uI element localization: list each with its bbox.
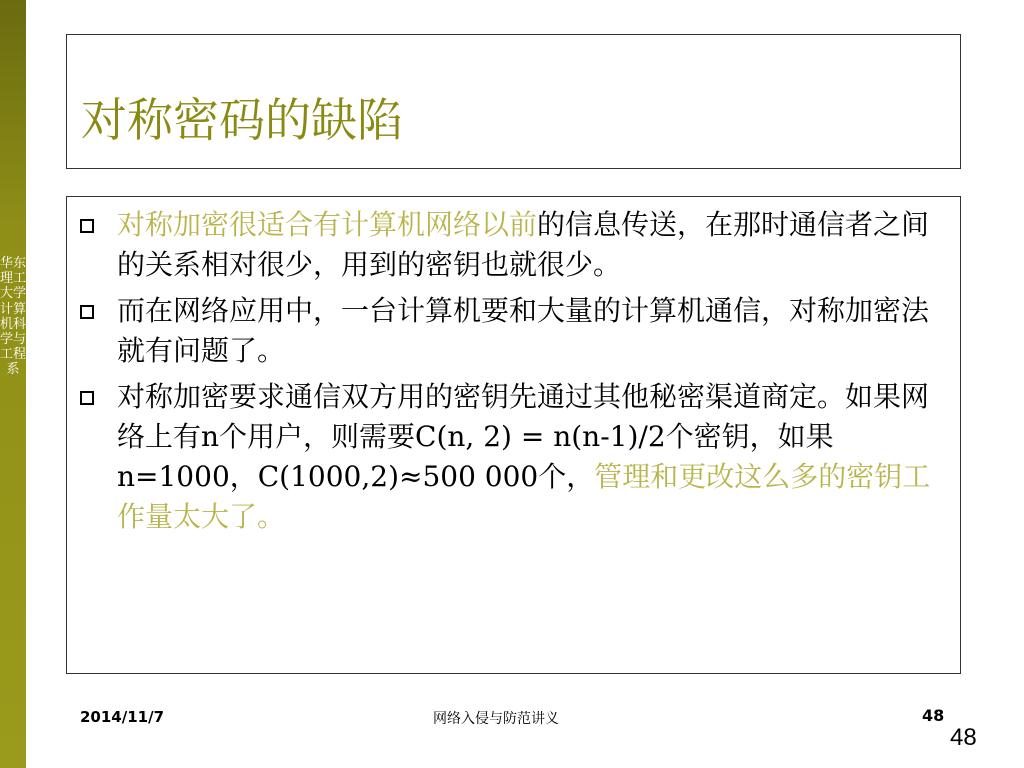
bullet-text: 的信息传送，在那时通信者之间的关系相对很少，用到的密钥也就很少。 [117,208,930,281]
sidebar-department-text: 华东理工大学计算机科学与工程系 [0,256,27,378]
bullet-highlight-text: 管理和更改这么多的密钥工作量太大了。 [117,460,931,533]
square-bullet-icon [80,391,94,405]
content-box [66,196,961,674]
sidebar-band [0,0,26,768]
footer-slide-number: 48 [922,706,945,725]
bullet-item [77,291,937,371]
bullet-list [77,205,937,543]
page-number: 48 [950,724,977,751]
bullet-item [77,377,937,537]
square-bullet-icon [80,305,94,319]
bullet-text: 而在网络应用中，一台计算机要和大量的计算机通信，对称加密法就有问题了。 [117,294,930,367]
title-box [66,34,961,169]
bullet-text: 对称加密要求通信双方用的密钥先通过其他秘密渠道商定。如果网络上有n个用户，则需要C(n, 2) = n(n-1)/2个密钥，如果n=1000，C(1000,2)≈500 000个， [117,380,930,493]
slide-title: 对称密码的缺陷 [81,93,403,147]
footer-title: 网络入侵与防范讲义 [433,711,559,727]
footer-date: 2014/11/7 [80,708,165,726]
bullet-highlight-text: 对称加密很适合有计算机网络以前 [117,208,538,241]
bullet-item [77,205,937,285]
square-bullet-icon [80,219,94,233]
